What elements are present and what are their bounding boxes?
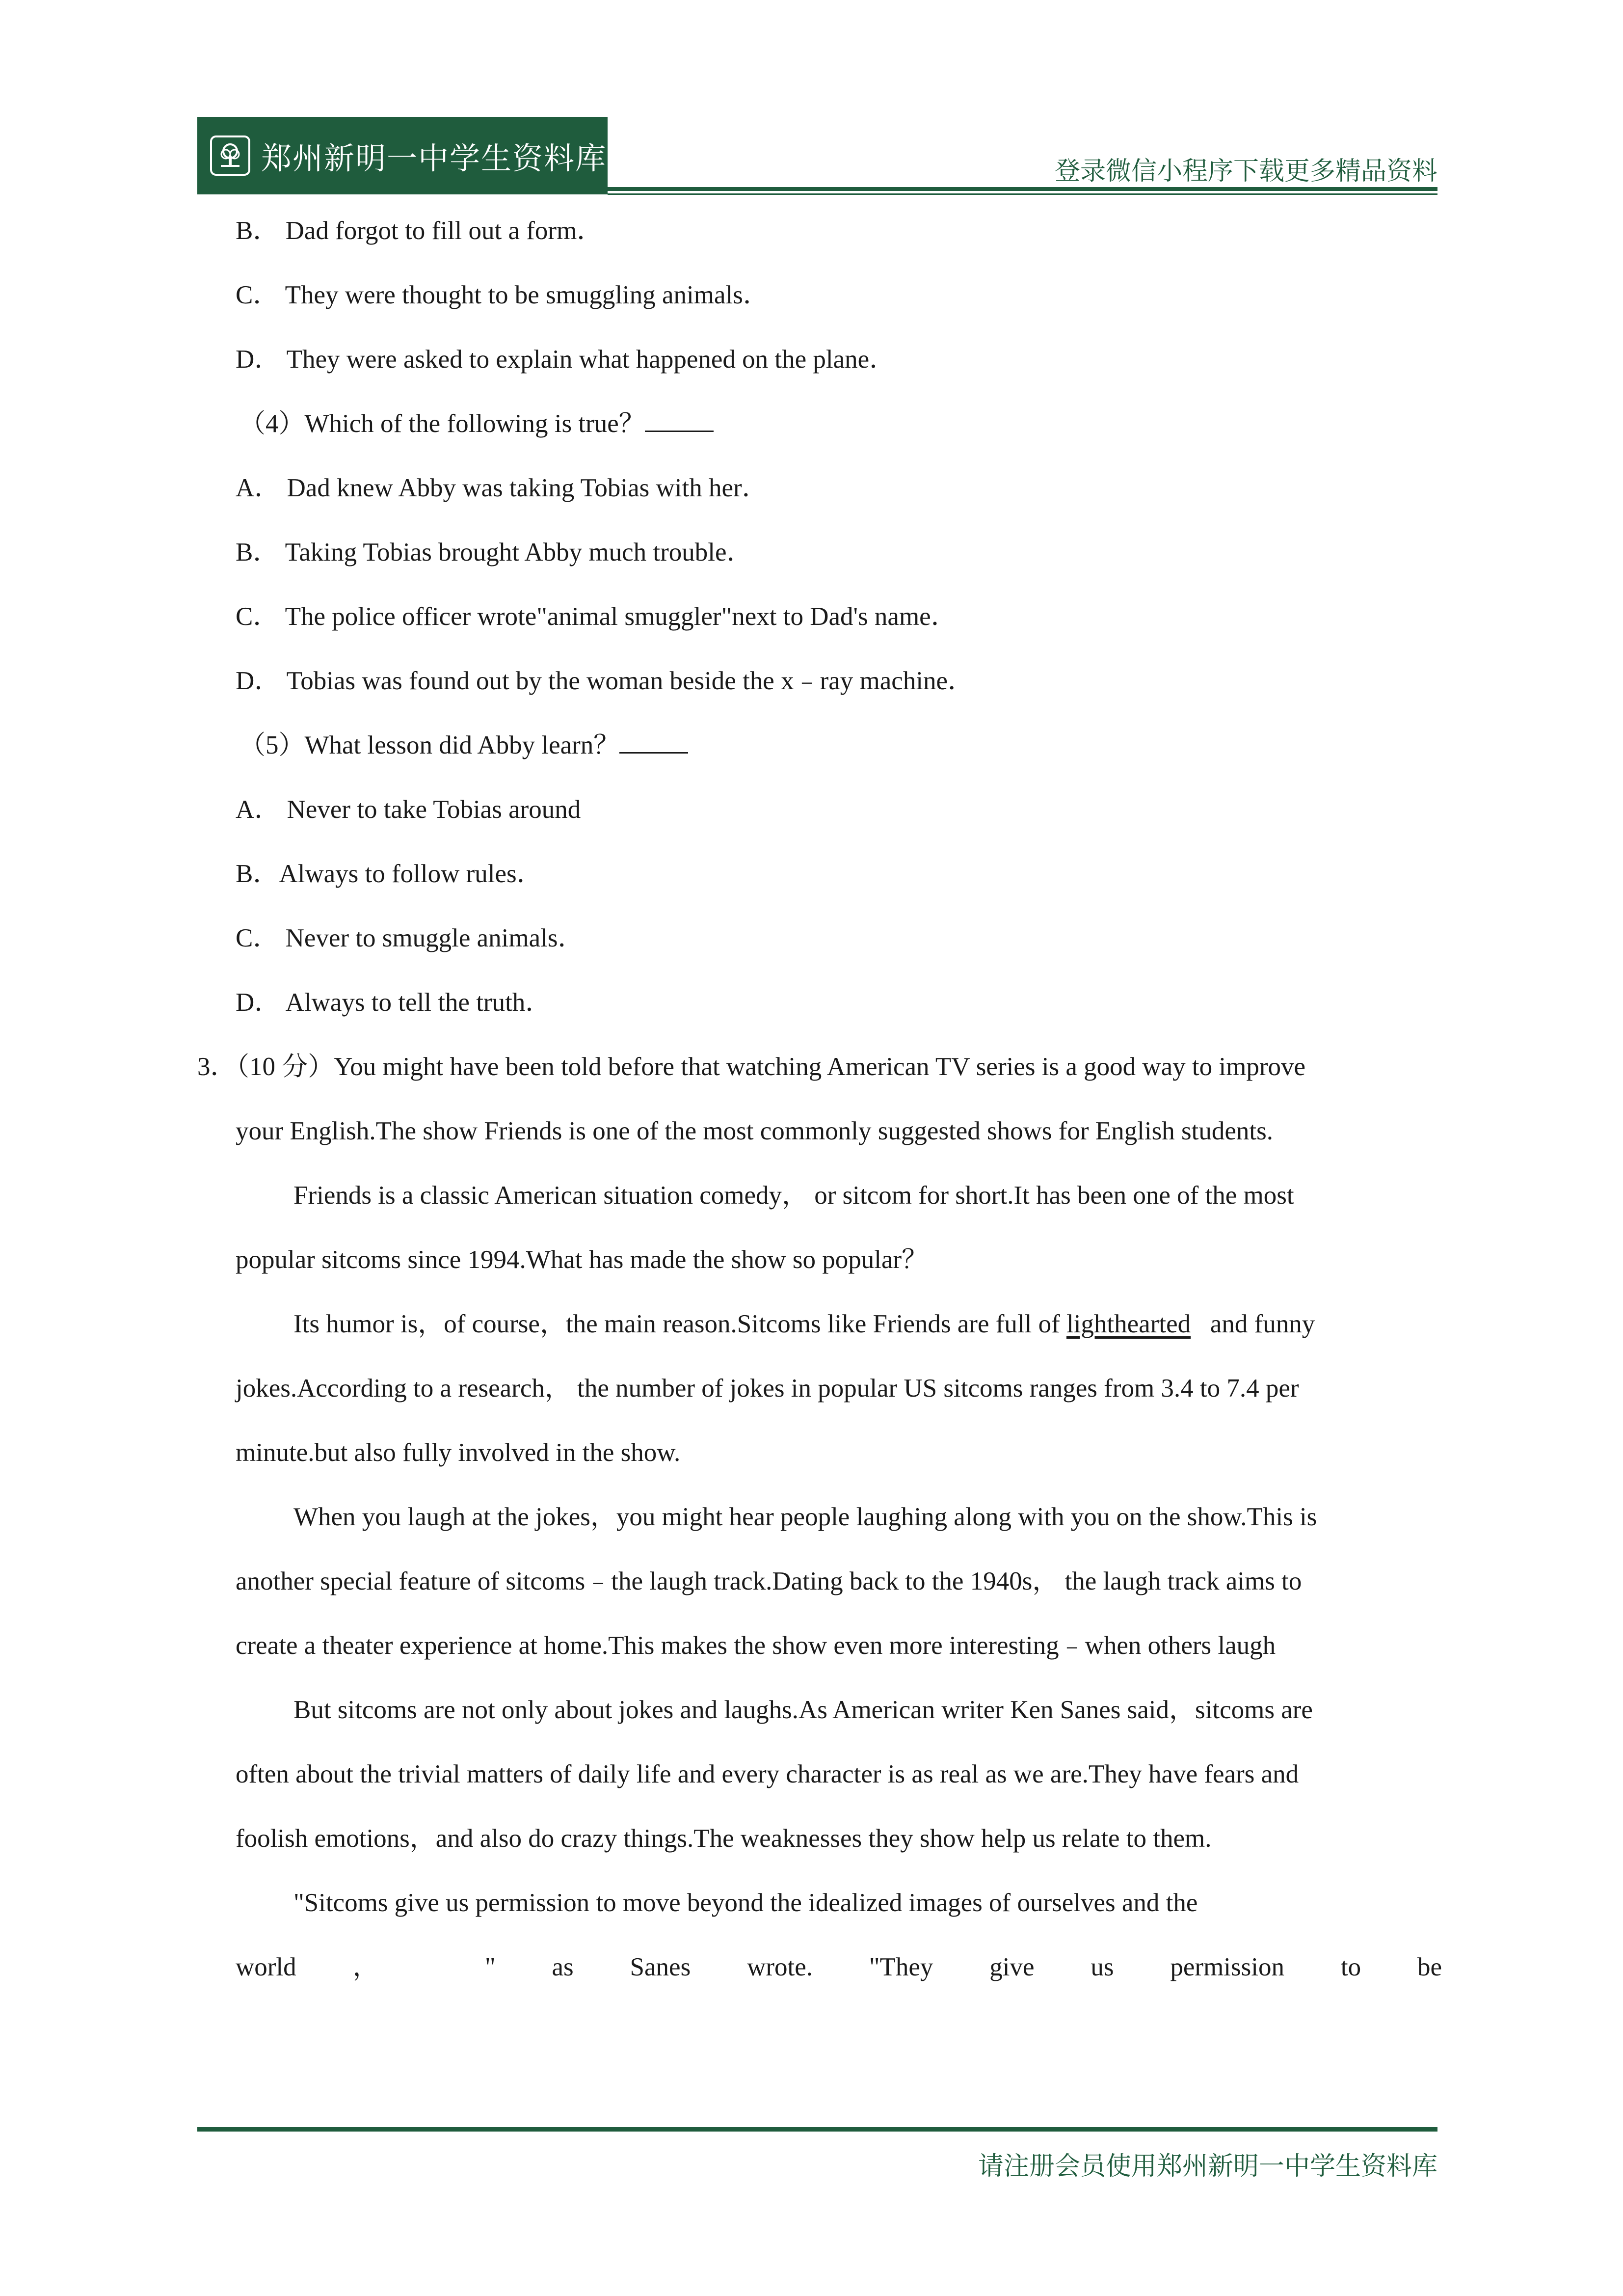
passage3-p2-line2: jokes.According to a research， the number of jokes in popular US sitcoms ranges from 3.4 to 7.4 per (236, 1374, 1299, 1403)
passage3-intro-line2: your English.The show Friends is one of the most commonly suggested shows for English students. (236, 1117, 1273, 1145)
passage3-p2-text: Its humor is，of course，the main reason.Sitcoms like Friends are full of (293, 1310, 1060, 1338)
passage3-p4-line3: foolish emotions，and also do crazy things.The weaknesses they show help us relate to them. (236, 1824, 1212, 1853)
passage3-p2-line1 (293, 1307, 1315, 1341)
passage3-p3-line3: create a theater experience at home.This makes the show even more interesting﹣when others laugh (236, 1631, 1276, 1660)
tree-logo-icon (210, 135, 250, 176)
q4-stem (239, 406, 714, 441)
passage3-intro-line1: 3．（10 分）You might have been told before that watching American TV series is a good way to improve (197, 1053, 1305, 1081)
q4-option-b: B． Taking Tobias brought Abby much trouble． (236, 538, 753, 567)
underlined-word: lighthearted (1066, 1310, 1191, 1338)
q4-stem-text: （4）Which of the following is true？ (239, 409, 645, 438)
header-right-text: 登录微信小程序下载更多精品资料 (1054, 157, 1437, 186)
q3-option-b: B． Dad forgot to fill out a form． (236, 216, 603, 245)
footer-rule (197, 2127, 1437, 2132)
passage3-p5-line2: world ， " as Sanes wrote. "They give us permission to be (236, 1953, 1442, 1981)
q5-stem (239, 728, 688, 762)
q5-option-a: A． Never to take Tobias around (236, 795, 581, 824)
header-badge (197, 117, 608, 194)
passage3-p3-line1: When you laugh at the jokes，you might hear people laughing along with you on the show.This is (293, 1503, 1317, 1531)
passage3-p3-line2: another special feature of sitcoms﹣the laugh track.Dating back to the 1940s， the laugh track aims to (236, 1567, 1302, 1595)
answer-blank[interactable] (619, 729, 688, 754)
q4-option-d: D． Tobias was found out by the woman beside the x﹣ray machine． (236, 667, 974, 695)
passage3-p4-line2: often about the trivial matters of daily life and every character is as real as we are.They have fears and (236, 1760, 1299, 1788)
answer-blank[interactable] (645, 407, 714, 432)
q4-option-a: A． Dad knew Abby was taking Tobias with her． (236, 474, 768, 502)
q4-option-c: C． The police officer wrote"animal smuggler"next to Dad's name． (236, 602, 957, 631)
header-title: 郑州新明一中学生资料库 (261, 140, 607, 176)
q5-option-d: D． Always to tell the truth． (236, 988, 552, 1017)
header-rule-thin (608, 193, 1437, 195)
footer-text: 请注册会员使用郑州新明一中学生资料库 (978, 2152, 1437, 2181)
q5-stem-text: （5）What lesson did Abby learn？ (239, 731, 620, 759)
passage3-p2-text-after: and funny (1210, 1310, 1315, 1338)
passage3-p4-line1: But sitcoms are not only about jokes and laughs.As American writer Ken Sanes said，sitcoms are (293, 1696, 1313, 1724)
header-rule (608, 187, 1437, 191)
q3-option-d: D． They were asked to explain what happened on the plane． (236, 345, 896, 374)
q5-option-b: B．Always to follow rules． (236, 860, 543, 888)
q5-option-c: C． Never to smuggle animals． (236, 924, 584, 952)
passage3-p2-line3: minute.but also fully involved in the show. (236, 1438, 681, 1467)
q3-option-c: C． They were thought to be smuggling animals． (236, 281, 769, 309)
passage3-p1-line1: Friends is a classic American situation comedy， or sitcom for short.It has been one of the most (293, 1181, 1294, 1210)
passage3-p5-line1: "Sitcoms give us permission to move beyond the idealized images of ourselves and the (293, 1889, 1198, 1917)
passage3-p1-line2: popular sitcoms since 1994.What has made the show so popular？ (236, 1245, 928, 1274)
